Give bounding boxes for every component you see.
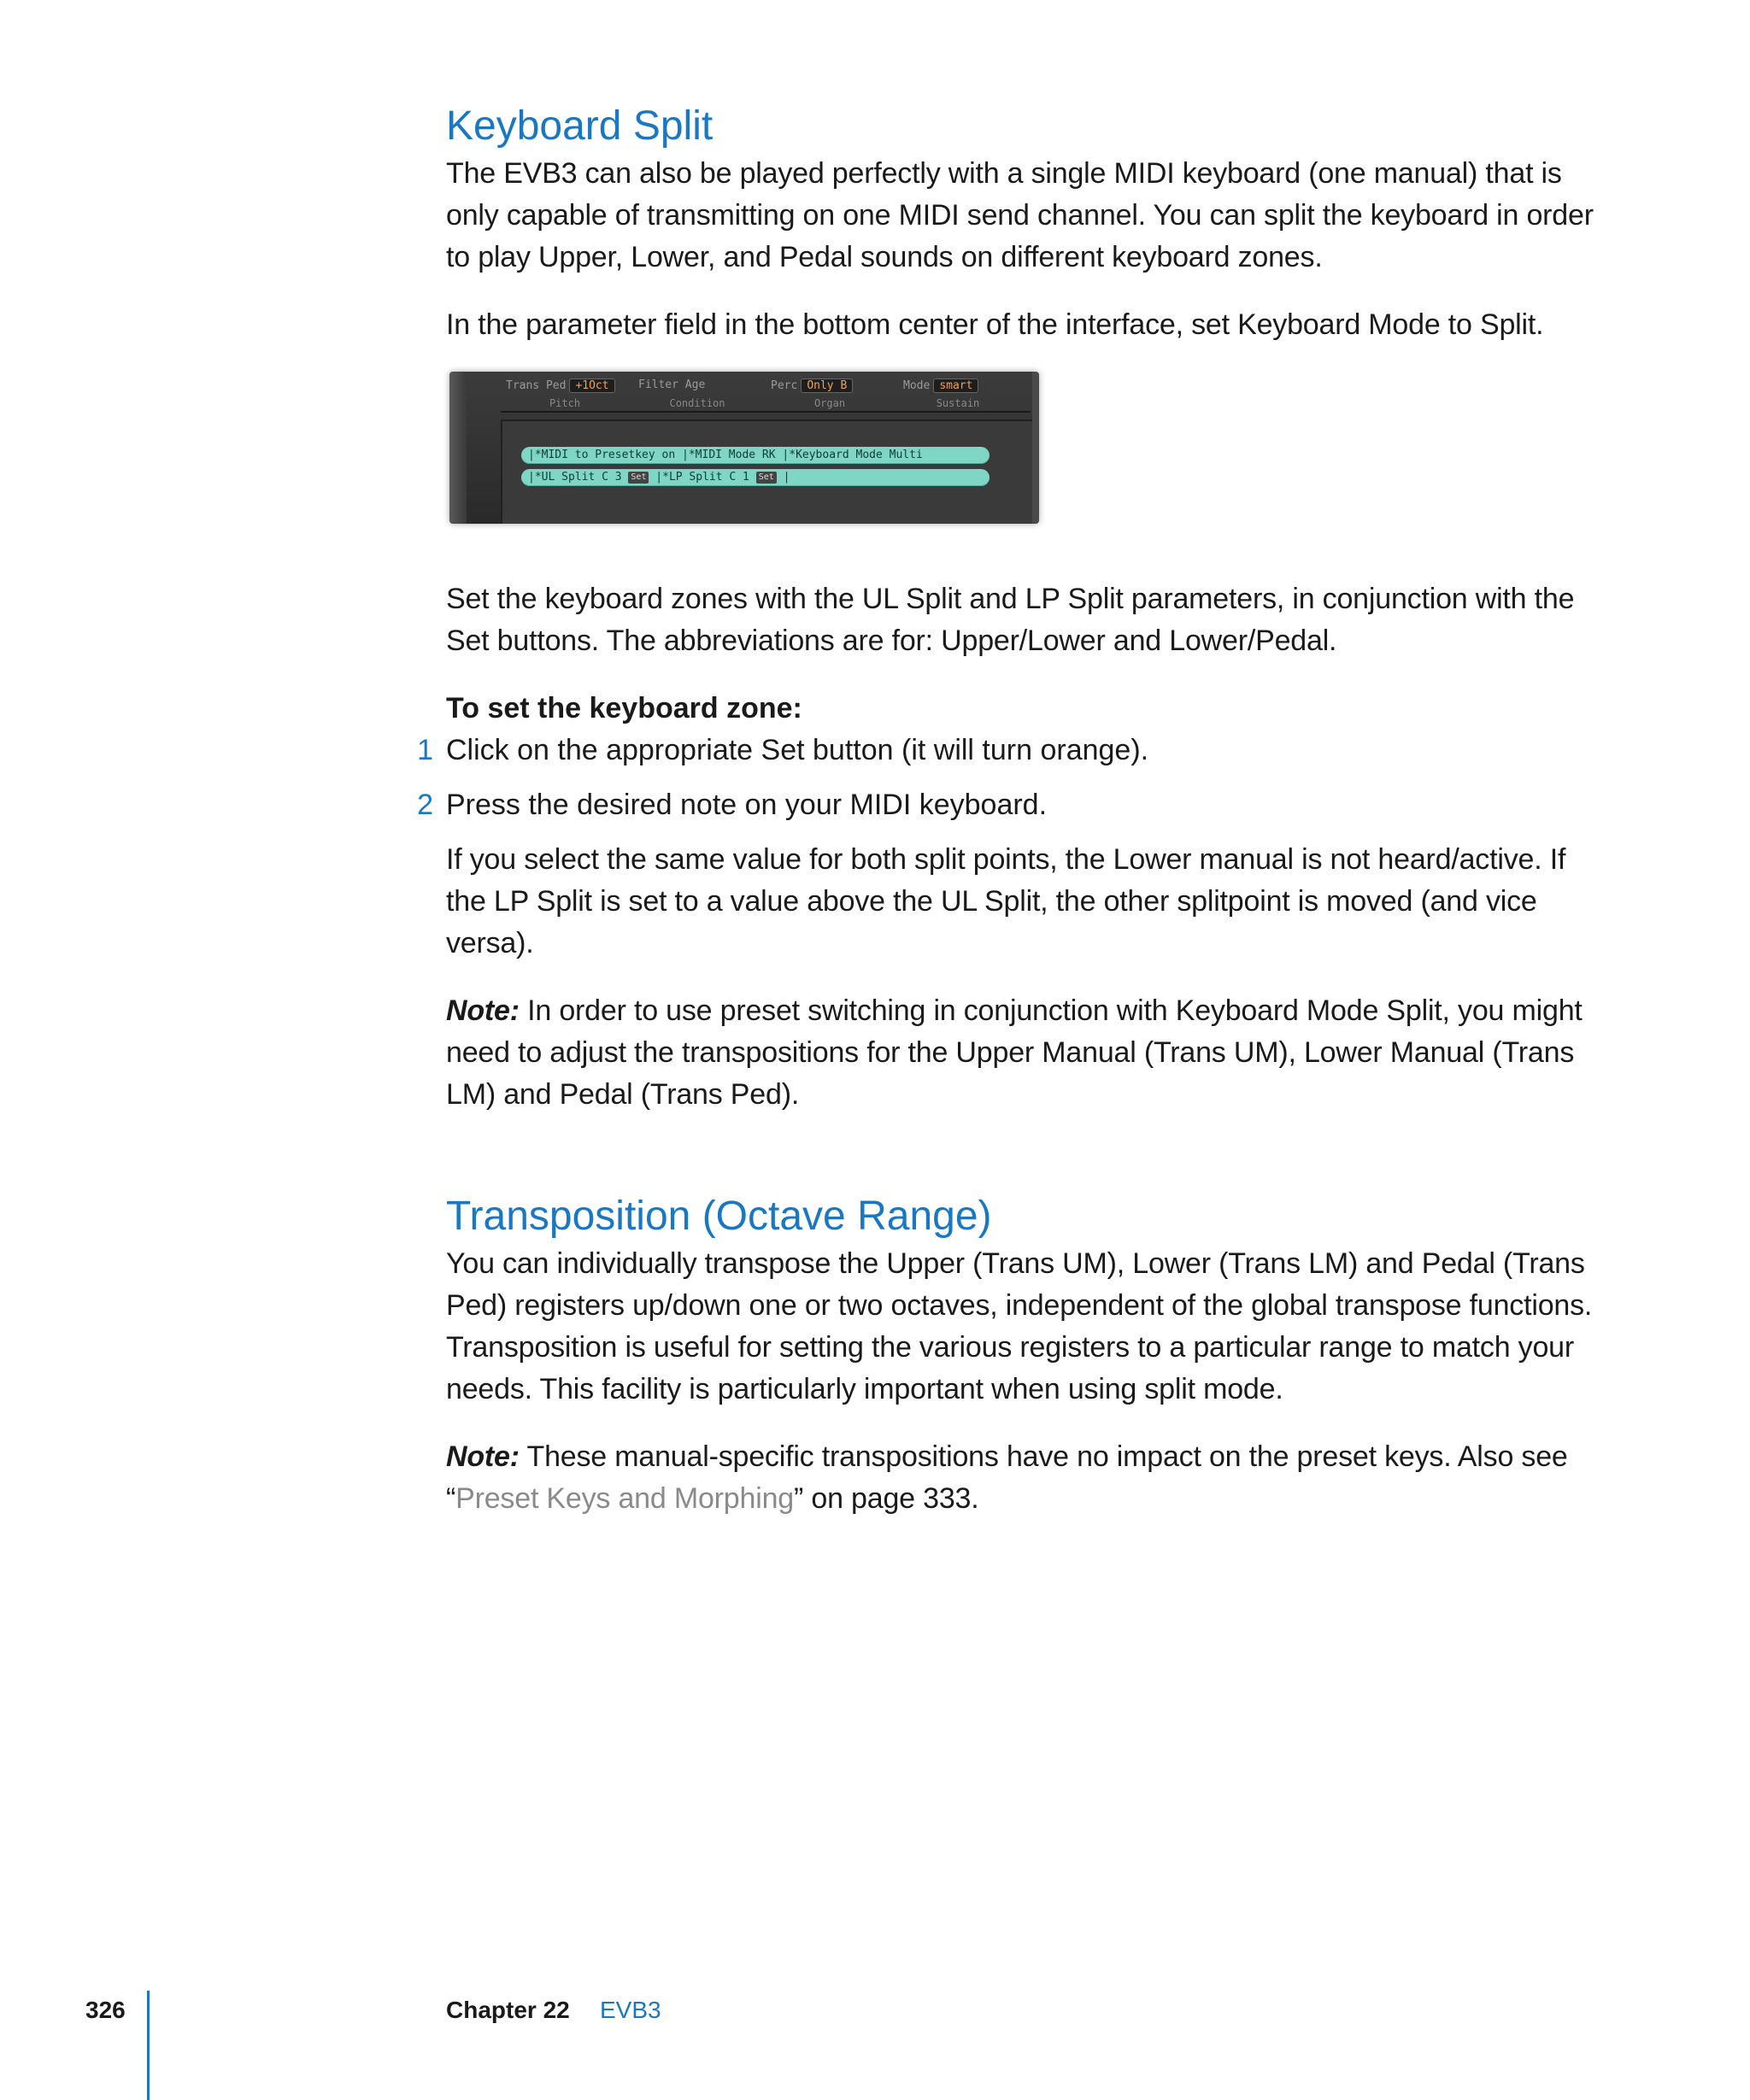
lp-split-param: |*LP Split C 1 <box>649 471 756 484</box>
note-paragraph <box>446 1436 1600 1520</box>
condition-section <box>633 375 761 411</box>
evb3-parameter-screenshot <box>449 372 1039 524</box>
footer-rule <box>147 1991 150 2100</box>
parameter-row-split <box>521 469 990 486</box>
parameter-row-midi: |*MIDI to Presetkey on |*MIDI Mode RK |*Keyboard Mode Multi <box>521 447 990 464</box>
panel-top-controls <box>501 375 1031 411</box>
perc-value: Only B <box>801 378 853 393</box>
panel-right-rail <box>1032 372 1039 524</box>
panel-left-rail <box>449 372 467 524</box>
paragraph: In the parameter field in the bottom center of the interface, set Keyboard Mode to Split. <box>446 308 1544 342</box>
step-item <box>417 784 1600 826</box>
paragraph: If you select the same value for both split points, the Lower manual is not heard/active. If the LP Split is set to a value above the UL Split, the other splitpoint is moved (and vice versa). <box>446 843 1566 960</box>
trans-ped-value: +1Oct <box>569 378 614 393</box>
organ-section <box>766 375 894 411</box>
lp-set-button: Set <box>756 472 777 484</box>
note-label: Note: <box>446 994 520 1028</box>
step-text: Click on the appropriate Set button (it will turn orange). <box>446 734 1149 767</box>
page-number: 326 <box>85 1997 126 2023</box>
section-label-sustain: Sustain <box>936 397 980 410</box>
perc-label: Perc <box>771 379 798 393</box>
section-heading-transposition: Transposition (Octave Range) <box>446 1194 992 1240</box>
trans-ped-label: Trans Ped <box>506 379 567 393</box>
row-end: | <box>776 471 790 484</box>
sustain-section <box>898 375 1018 411</box>
cross-reference-link[interactable]: Preset Keys and Morphing <box>455 1482 794 1516</box>
paragraph: Set the keyboard zones with the UL Split and LP Split parameters, in conjunction with the Set buttons. The abbreviations are for: Upper/Lower and Lower/Pedal. <box>446 583 1575 658</box>
mode-value: smart <box>933 378 978 393</box>
filter-age-label: Filter Age <box>638 378 706 392</box>
section-label-condition: Condition <box>669 397 725 410</box>
mode-label: Mode <box>903 379 931 393</box>
section-heading-keyboard-split: Keyboard Split <box>446 103 714 149</box>
footer-chapter: Chapter 22 <box>446 1997 570 2023</box>
panel-divider <box>501 411 1031 413</box>
note-paragraph <box>446 990 1600 1116</box>
section-label-organ: Organ <box>813 397 846 410</box>
task-title: To set the keyboard zone: <box>446 692 802 725</box>
paragraph: You can individually transpose the Upper (Trans UM), Lower (Trans LM) and Pedal (Trans Ped) registers up/down one or two octaves, independent of the global transpose functions. Transposition is useful for setting the various registers to a particular range to match your needs. This facility is particularly important when using split mode. <box>446 1247 1593 1406</box>
note-text: These manual-specific transpositions have no impact on the preset keys. Also see “ <box>446 1440 1568 1516</box>
step-text: Press the desired note on your MIDI keyboard. <box>446 789 1048 822</box>
ul-set-button: Set <box>628 472 649 484</box>
page-content <box>417 103 1600 1546</box>
ul-split-param: |*UL Split C 3 <box>528 471 629 484</box>
paragraph: The EVB3 can also be played perfectly with a single MIDI keyboard (one manual) that is only capable of transmitting on one MIDI send channel. You can split the keyboard in order to play Upper, Lower, and Pedal sounds on different keyboard zones. <box>446 157 1594 274</box>
step-number: 1 <box>417 734 433 767</box>
footer-chapter-title: EVB3 <box>600 1997 661 2023</box>
section-label-pitch: Pitch <box>549 397 581 410</box>
step-number: 2 <box>417 789 433 822</box>
parameter-field <box>501 419 1032 524</box>
pitch-section <box>501 375 629 411</box>
note-text: ” on page 333. <box>794 1482 979 1516</box>
step-item <box>417 730 1600 771</box>
note-label: Note: <box>446 1440 520 1474</box>
note-text: In order to use preset switching in conjunction with Keyboard Mode Split, you might need to adjust the transpositions for the Upper Manual (Trans UM), Lower Manual (Trans LM) and Pedal (Trans Ped). <box>446 994 1583 1112</box>
